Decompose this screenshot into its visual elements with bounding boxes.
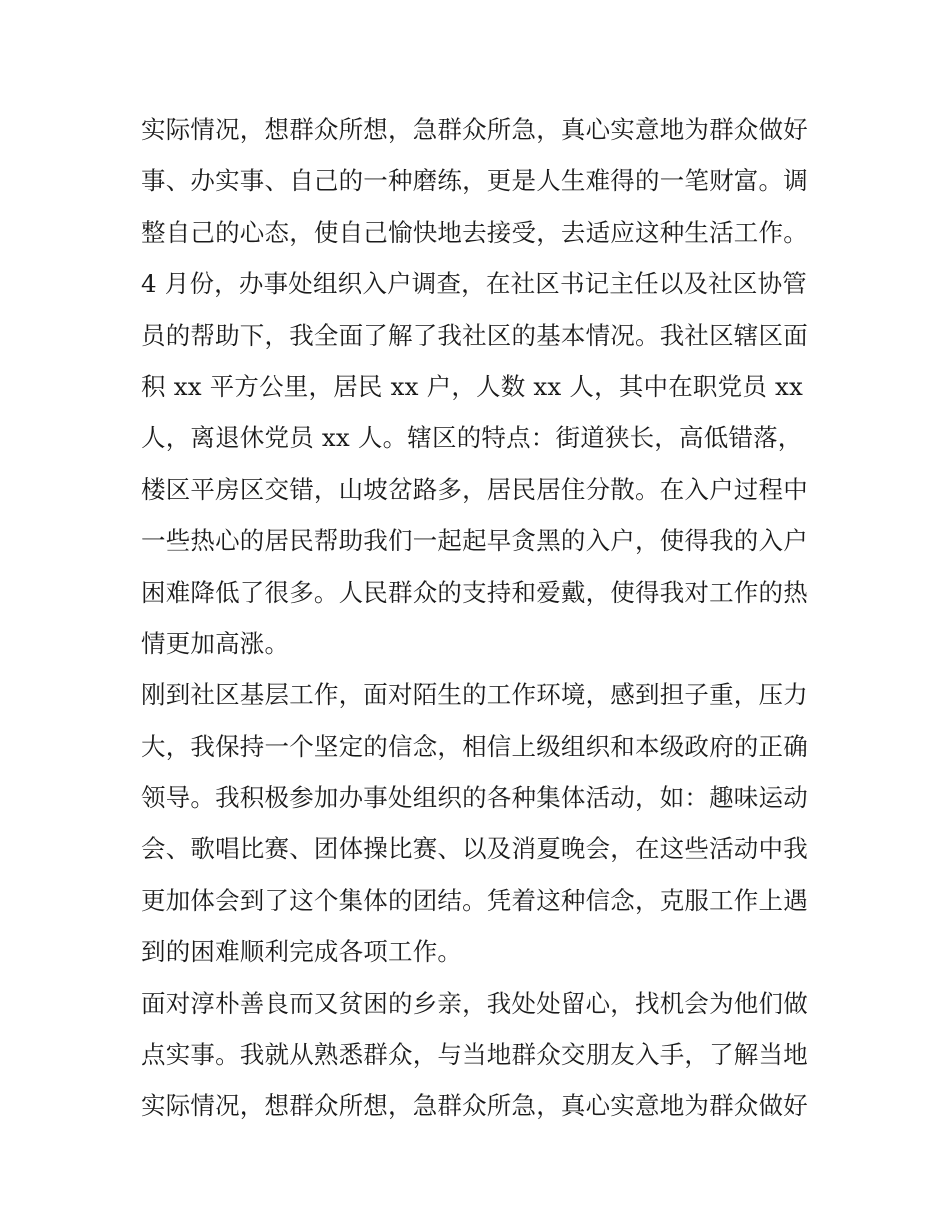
text-line: 刚到社区基层工作，面对陌生的工作环境，感到担子重，压力 [141, 680, 808, 710]
text-line: 情更加高涨。 [141, 628, 290, 658]
text-line: 事、办实事、自己的一种磨练，更是人生难得的一笔财富。调 [141, 166, 808, 196]
text-line: 员的帮助下，我全面了解了我社区的基本情况。我社区辖区面 [141, 320, 808, 350]
text-line: 会、歌唱比赛、团体操比赛、以及消夏晚会，在这些活动中我 [141, 834, 808, 864]
text-line: 人，离退休党员 xx 人。辖区的特点：街道狭长，高低错落， [141, 423, 803, 453]
text-line: 楼区平房区交错，山坡岔路多，居民居住分散。在入户过程中 [141, 474, 808, 504]
body-text [141, 104, 821, 1132]
text-line: 困难降低了很多。人民群众的支持和爱戴，使得我对工作的热 [141, 577, 808, 607]
text-line: 一些热心的居民帮助我们一起起早贪黑的入户，使得我的入户 [141, 526, 808, 556]
text-line: 积 xx 平方公里，居民 xx 户，人数 xx 人，其中在职党员 xx [141, 371, 804, 401]
text-line: 到的困难顺利完成各项工作。 [141, 937, 463, 967]
text-line: 实际情况，想群众所想，急群众所急，真心实意地为群众做好 [141, 1091, 808, 1121]
text-line: 领导。我积极参加办事处组织的各种集体活动，如：趣味运动 [141, 783, 808, 813]
text-line: 实际情况，想群众所想，急群众所急，真心实意地为群众做好 [141, 115, 808, 144]
text-line: 点实事。我就从熟悉群众，与当地群众交朋友入手，了解当地 [141, 1040, 808, 1070]
text-line: 整自己的心态，使自己愉快地去接受，去适应这种生活工作。 [141, 217, 808, 247]
text-line: 4 月份，办事处组织入户调查，在社区书记主任以及社区协管 [141, 269, 807, 299]
text-line: 大，我保持一个坚定的信念，相信上级组织和本级政府的正确 [141, 731, 808, 761]
text-line: 面对淳朴善良而又贫困的乡亲，我处处留心，找机会为他们做 [141, 988, 808, 1018]
text-line: 更加体会到了这个集体的团结。凭着这种信念，克服工作上遇 [141, 885, 808, 915]
